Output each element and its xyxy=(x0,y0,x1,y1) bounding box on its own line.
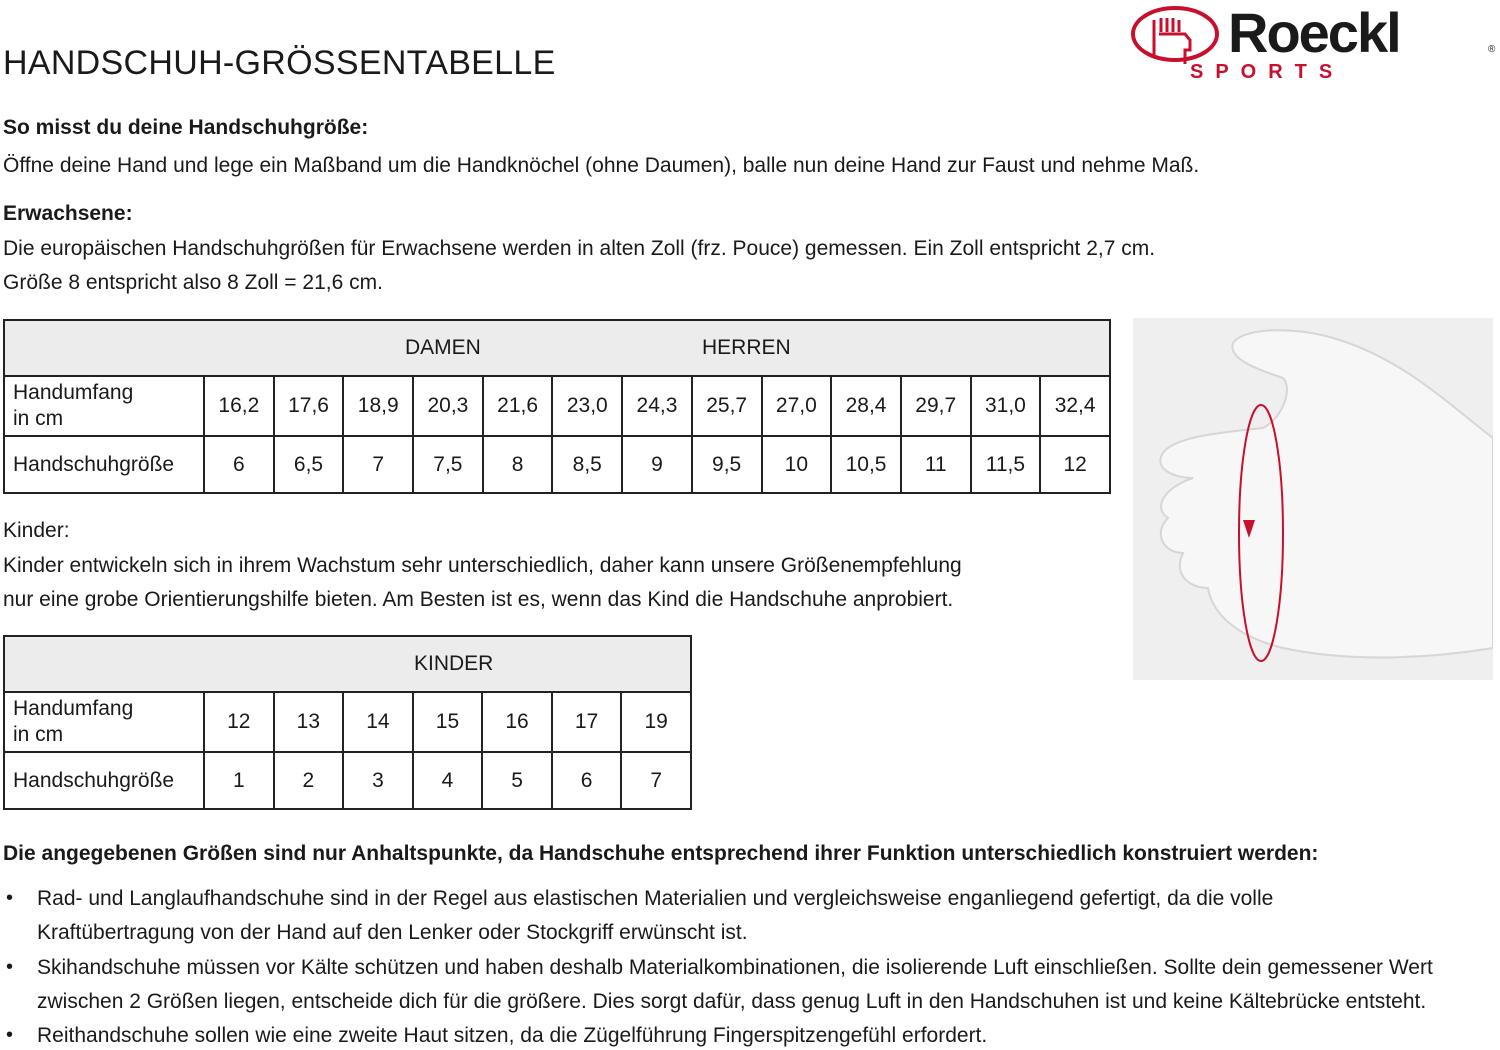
circumference-row xyxy=(4,692,691,752)
table-cell: 23,0 xyxy=(552,376,622,436)
roeckl-sports-logo xyxy=(1130,2,1498,82)
adults-text-2: Größe 8 entspricht also 8 Zoll = 21,6 cm. xyxy=(3,271,383,294)
table-cell: 28,4 xyxy=(831,376,901,436)
bullet-marker: • xyxy=(6,1024,14,1047)
label-line: in cm xyxy=(13,407,64,430)
table-cell: 24,3 xyxy=(622,376,692,436)
table-cell: 6 xyxy=(204,436,274,493)
table-cell: 4 xyxy=(413,752,483,809)
group-header-row xyxy=(4,320,1110,376)
size-row xyxy=(4,752,691,809)
table-cell: 12 xyxy=(204,692,274,752)
table-cell: 11 xyxy=(901,436,971,493)
table-cell: 6,5 xyxy=(274,436,344,493)
group-damen: DAMEN xyxy=(405,336,481,359)
bullet-marker: • xyxy=(6,955,14,978)
kids-text-2: nur eine grobe Orientierungshilfe bieten. Am Besten ist es, wenn das Kind die Handschuhe anprobiert. xyxy=(3,588,954,611)
bullet-marker: • xyxy=(6,887,14,909)
notes-heading: Die angegebenen Größen sind nur Anhaltspunkte, da Handschuhe entsprechend ihrer Funktion unterschiedlich konstruiert werden: xyxy=(3,842,1319,865)
row-label xyxy=(4,692,204,752)
table-cell: 5 xyxy=(482,752,552,809)
table-cell: 16,2 xyxy=(204,376,274,436)
svg-text:®: ® xyxy=(1488,44,1496,55)
kids-heading: Kinder: xyxy=(3,519,70,542)
label-line: Handumfang xyxy=(13,697,134,720)
table-cell: 27,0 xyxy=(762,376,832,436)
table-cell: 18,9 xyxy=(343,376,413,436)
circumference-row xyxy=(4,376,1110,436)
list-item-line: Skihandschuhe müssen vor Kälte schützen und haben deshalb Materialkombinationen, die isolierende Luft einschließen. Sollte dein gemessener Wert xyxy=(37,955,1433,979)
kids-size-table xyxy=(3,635,692,810)
table-cell: 6 xyxy=(552,752,622,809)
size-row xyxy=(4,436,1110,493)
table-cell: 32,4 xyxy=(1040,376,1110,436)
table-cell: 15 xyxy=(413,692,483,752)
table-cell: 10,5 xyxy=(831,436,901,493)
table-cell: 31,0 xyxy=(971,376,1041,436)
label-line: in cm xyxy=(13,723,64,746)
measure-heading: So misst du deine Handschuhgröße: xyxy=(3,116,369,139)
table-cell: 7,5 xyxy=(413,436,483,493)
table-cell: 2 xyxy=(274,752,344,809)
list-item-line: Kraftübertragung von der Hand auf den Lenker oder Stockgriff erwünscht ist. xyxy=(37,921,748,945)
page-title: HANDSCHUH-GRÖSSENTABELLE xyxy=(3,44,556,82)
table-cell: 1 xyxy=(204,752,274,809)
measure-text: Öffne deine Hand und lege ein Maßband um die Handknöchel (ohne Daumen), balle nun deine Hand zur Faust und nehme Maß. xyxy=(3,154,1200,177)
table-cell: 8,5 xyxy=(552,436,622,493)
table-cell: 20,3 xyxy=(413,376,483,436)
table-cell: 12 xyxy=(1040,436,1110,493)
hand-measurement-image xyxy=(1133,318,1493,680)
table-cell: 21,6 xyxy=(483,376,553,436)
table-cell: 10 xyxy=(762,436,832,493)
table-cell: 17 xyxy=(552,692,622,752)
kids-text-1: Kinder entwickeln sich in ihrem Wachstum sehr unterschiedlich, daher kann unsere Größenempfehlung xyxy=(3,554,962,577)
table-cell: 7 xyxy=(343,436,413,493)
table-cell: 17,6 xyxy=(274,376,344,436)
row-label xyxy=(4,376,204,436)
svg-text:SPORTS: SPORTS xyxy=(1190,61,1345,82)
label-line: Handumfang xyxy=(13,381,134,404)
list-item-line: Reithandschuhe sollen wie eine zweite Haut sitzen, da die Zügelführung Fingerspitzengefühl erfordert. xyxy=(37,1024,988,1048)
table-cell: 14 xyxy=(343,692,413,752)
row-label: Handschuhgröße xyxy=(4,752,204,809)
table-cell: 29,7 xyxy=(901,376,971,436)
list-item-line: Rad- und Langlaufhandschuhe sind in der Regel aus elastischen Materialien und vergleichsweise enganliegend gefertigt, da die volle xyxy=(37,887,1274,910)
table-cell: 7 xyxy=(621,752,691,809)
adult-size-table xyxy=(3,319,1111,494)
table-cell: 13 xyxy=(274,692,344,752)
adults-text-1: Die europäischen Handschuhgrößen für Erwachsene werden in alten Zoll (frz. Pouce) gemessen. Ein Zoll entspricht 2,7 cm. xyxy=(3,237,1156,260)
group-herren: HERREN xyxy=(702,336,791,359)
table-cell: 11,5 xyxy=(971,436,1041,493)
row-label: Handschuhgröße xyxy=(4,436,204,493)
list-item-line: zwischen 2 Größen liegen, entscheide dich für die größere. Dies sorgt dafür, dass genug Luft in den Handschuhen ist und keine Kältebrücke entsteht. xyxy=(37,989,1427,1013)
table-cell: 19 xyxy=(621,692,691,752)
group-kinder: KINDER xyxy=(414,652,494,675)
table-cell: 16 xyxy=(482,692,552,752)
table-cell: 9,5 xyxy=(692,436,762,493)
table-cell: 9 xyxy=(622,436,692,493)
table-cell: 25,7 xyxy=(692,376,762,436)
svg-text:Roeckl: Roeckl xyxy=(1228,2,1400,64)
table-cell: 3 xyxy=(343,752,413,809)
adults-heading: Erwachsene: xyxy=(3,202,133,225)
table-cell: 8 xyxy=(483,436,553,493)
group-header-row xyxy=(4,636,691,692)
